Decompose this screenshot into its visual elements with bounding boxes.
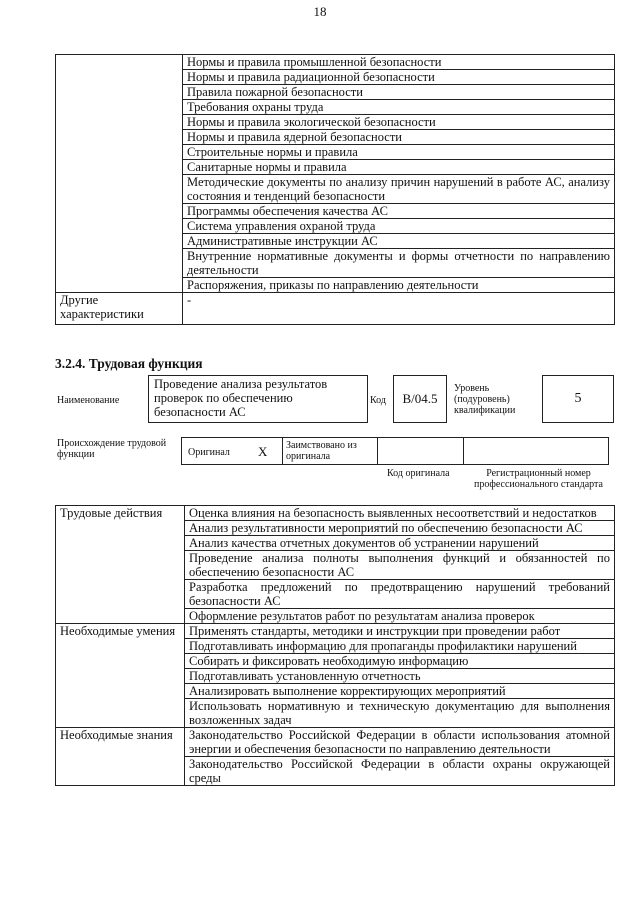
table-cell: Собирать и фиксировать необходимую информацию [185,654,615,669]
table-cell: Подготавливать установленную отчетность [185,669,615,684]
table-cell: Оценка влияния на безопасность выявленных несоответствий и недостатков [185,506,615,521]
table-cell: Правила пожарной безопасности [183,85,615,100]
original-mark: X [258,444,268,459]
table-cell: Строительные нормы и правила [183,145,615,160]
labor-function-table [55,505,615,786]
table-cell: Распоряжения, приказы по направлению деятельности [183,278,615,293]
table-cell: Нормы и правила промышленной безопасности [183,55,615,70]
level-value-box: 5 [542,375,614,423]
other-characteristics-label: Другие характеристики [56,293,183,325]
code-original-label: Код оригинала [387,468,450,479]
table-cell: Внутренние нормативные документы и формы отчетности по направлению деятельности [183,249,615,278]
borrowed-label: Заимствовано из оригинала [286,440,357,462]
table-cell: Программы обеспечения качества АС [183,204,615,219]
other-characteristics-value: - [183,293,615,325]
table-cell: Санитарные нормы и правила [183,160,615,175]
skills-label: Необходимые умения [56,624,185,728]
actions-label: Трудовые действия [56,506,185,624]
level-label: Уровень (подуровень) квалификации [454,383,516,416]
origin-label: Происхождение трудовой функции [57,438,167,460]
section-title: 3.2.4. Трудовая функция [55,356,203,371]
table-cell: Проведение анализа полноты выполнения функций и обязанностей по обеспечению безопасности АС [185,551,615,580]
function-name-box: Проведение анализа результатов проверок по обеспечению безопасности АС [148,375,368,423]
origin-box [181,437,609,465]
table-cell: Административные инструкции АС [183,234,615,249]
table-cell: Анализ качества отчетных документов об устранении нарушений [185,536,615,551]
table-cell: Нормы и правила экологической безопасности [183,115,615,130]
table-cell: Использовать нормативную и техническую документацию для выполнения возложенных задач [185,699,615,728]
requirements-table [55,54,615,325]
table-cell: Нормы и правила ядерной безопасности [183,130,615,145]
code-label: Код [370,395,386,406]
table-cell: Разработка предложений по предотвращению нарушений требований безопасности АС [185,580,615,609]
table-row [56,624,615,639]
page-number: 18 [313,4,327,19]
table-cell: Применять стандарты, методики и инструкции при проведении работ [185,624,615,639]
table-cell: Методические документы по анализу причин нарушений в работе АС, анализу состояния и тенденций безопасности [183,175,615,204]
table-cell: Законодательство Российской Федерации в области использования атомной энергии и обеспечения безопасности по направлению деятельности [185,728,615,757]
table-cell: Законодательство Российской Федерации в области охраны окружающей среды [185,757,615,786]
name-label: Наименование [57,395,120,406]
table-cell: Анализ результативности мероприятий по обеспечению безопасности АС [185,521,615,536]
divider [377,438,378,464]
original-label: Оригинал [188,447,230,458]
table-cell: Анализировать выполнение корректирующих мероприятий [185,684,615,699]
table-cell: Система управления охраной труда [183,219,615,234]
divider [282,438,283,464]
table-cell: Оформление результатов работ по результатам анализа проверок [185,609,615,624]
table-row [56,728,615,757]
divider [463,438,464,464]
table-row [56,506,615,521]
table-row [56,55,615,70]
table-cell: Требования охраны труда [183,100,615,115]
empty-label-cell [56,55,183,293]
table-row [56,293,615,325]
table-cell: Нормы и правила радиационной безопасности [183,70,615,85]
knowledge-label: Необходимые знания [56,728,185,786]
code-value-box: B/04.5 [393,375,447,423]
table-cell: Подготавливать информацию для пропаганды профилактики нарушений [185,639,615,654]
reg-number-label: Регистрационный номер профессионального стандарта [474,468,603,490]
